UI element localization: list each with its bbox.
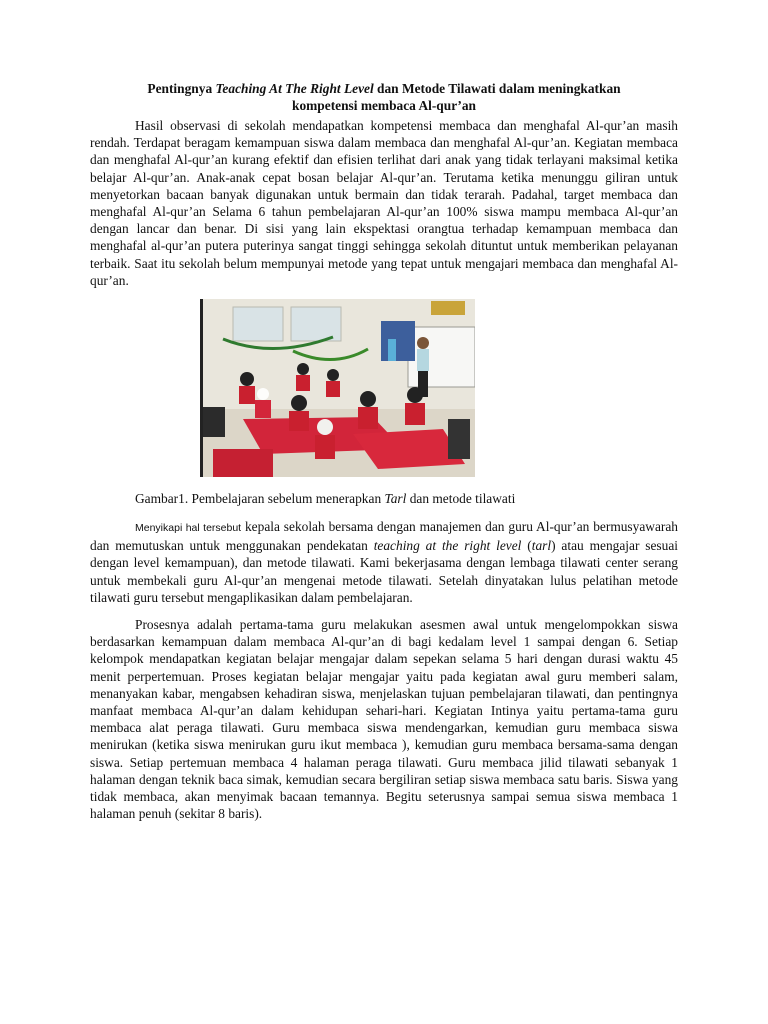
document-page: [90, 80, 678, 822]
classroom-photo-illustration: [203, 299, 475, 477]
figure-caption: [135, 490, 678, 507]
paragraph-2: [90, 518, 678, 606]
caption-italic: Tarl: [384, 491, 407, 507]
paragraph-2-italic1: teaching at the right level: [373, 538, 522, 554]
title-part3: dan Metode Tilawati dalam meningkatkan: [373, 81, 621, 96]
paragraph-1: Hasil observasi di sekolah mendapatkan kompetensi membaca dan menghafal Al-qur’an masih rendah. Terdapat beragam kemampuan siswa dalam membaca dan menghafal Al-qur’an. Kegiatan membaca dan menghafal Al-qur’an kurang efektif dan efisien terlihat dari anak yang tidak terlayani maksimal ketika belajar Al-qur’an. Anak-anak cepat bosan belajar Al-qur’an. Terutama ketika menunggu giliran untuk menyetorkan bacaan banyak digunakan untuk bermain dan tidak terarah. Padahal, target membaca dan menghafal Al-qur’an Selama 6 tahun pembelajaran Al-qur’an 100% siswa mampu membaca Al-qur’an dengan lancar dan benar. Di sisi yang lain ekspektasi orangtua terhadap kemampuan membaca dan menghafal al-qur’an putera puterinya sangat tinggi sehingga sekolah dituntut untuk memberikan pelayanan terbaik. Saat itu sekolah belum mempunyai metode yang tepat untuk mengajari membaca dan menghafal Al-qur’an.: [90, 118, 678, 288]
title-part1: Pentingnya: [147, 81, 216, 96]
title-line2: kompetensi membaca Al-qur’an: [292, 98, 476, 113]
classroom-photo: [200, 299, 475, 477]
paragraph-3: Prosesnya adalah pertama-tama guru melakukan asesmen awal untuk mengelompokkan siswa berdasarkan kemampuan dalam membaca Al-qur’an di bagi kedalam level 1 sampai dengan 6. Setiap kelompok mendapatkan kegiatan belajar mengajar dalam sepekan selama 5 hari dengan durasi waktu 45 menit perpertemuan. Proses kegiatan belajar mengajar yaitu pada kegiatan awal guru memberi salam, menanyakan kabar, mengabsen kehadiran siswa, menjelaskan tujuan pembelajaran tilawati, dan pentingnya manfaat membaca Al-qur’an dalam kehidupan sehari-hari. Kegiatan Intinya yaitu pertama-tama guru membaca alat peraga tilawati. Guru membaca siswa mendengarkan, kemudian guru membaca siswa menirukan (ketika siswa menirukan guru ikut membaca ), kemudian guru membaca bersama-sama dengan siswa. Setiap pertemuan membaca 4 halaman peraga tilawati. Guru membaca jilid tilawati sebanyak 1 halaman dengan teknik baca simak, kemudian secara bergiliran setiap siswa membaca satu baris. Siswa yang tidak membaca, akan menyimak bacaan temannya. Begitu seterusnya sampai semua siswa membaca 1 halaman penuh (sekitar 8 baris).: [90, 617, 678, 822]
title-italic: Teaching At The Right Level: [215, 81, 374, 96]
paragraph-2-text3: ) atau mengajar sesuai dengan level kemampuan), dan metode tilawati. Kami bekerjasama dengan lembaga tilawati center serang untuk membekali guru Al-qur’an mengenai metode tilawati. Setelah dinyatakan lulus pelatihan metode tilawati guru tersebut mengaplikasikan dalam pembelajaran.: [90, 538, 679, 605]
paragraph-2-italic2: tarl: [531, 538, 552, 554]
paragraph-2-text1: kepala sekolah bersama dengan manajemen dan guru Al-qur’an bermusyawarah dan memutuskan untuk menggunakan pendekatan: [90, 519, 678, 554]
caption-text: Gambar1. Pembelajaran sebelum menerapkan: [135, 491, 385, 507]
paragraph-2-lead: Menyikapi hal tersebut: [135, 522, 242, 535]
caption-tail: dan metode tilawati: [406, 491, 516, 507]
paragraph-2-text2: (: [521, 538, 532, 554]
document-title: [90, 80, 678, 114]
